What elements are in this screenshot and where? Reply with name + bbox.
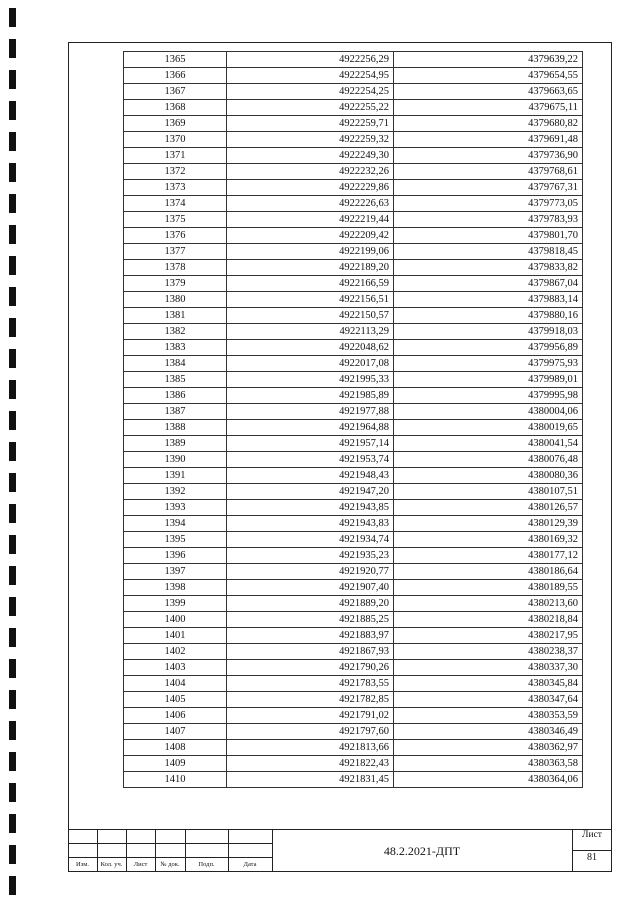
stamp-label-signature: Подп. — [198, 861, 215, 868]
x-coordinate: 4921934,74 — [227, 532, 394, 548]
point-number: 1381 — [124, 308, 227, 324]
table-row — [124, 388, 583, 404]
point-number: 1389 — [124, 436, 227, 452]
binder-mark — [9, 70, 16, 89]
binder-mark — [9, 8, 16, 27]
table-row — [124, 340, 583, 356]
x-coordinate: 4921867,93 — [227, 644, 394, 660]
y-coordinate: 4380346,49 — [394, 724, 583, 740]
stamp-label-izm: Изм. — [76, 861, 89, 868]
x-coordinate: 4921953,74 — [227, 452, 394, 468]
y-coordinate: 4380347,64 — [394, 692, 583, 708]
y-coordinate: 4380169,32 — [394, 532, 583, 548]
table-row — [124, 644, 583, 660]
y-coordinate: 4380353,59 — [394, 708, 583, 724]
x-coordinate: 4922150,57 — [227, 308, 394, 324]
table-row — [124, 356, 583, 372]
binder-mark — [9, 876, 16, 895]
table-row — [124, 724, 583, 740]
y-coordinate: 4380076,48 — [394, 452, 583, 468]
point-number: 1407 — [124, 724, 227, 740]
y-coordinate: 4379818,45 — [394, 244, 583, 260]
y-coordinate: 4380189,55 — [394, 580, 583, 596]
point-number: 1399 — [124, 596, 227, 612]
binder-mark — [9, 194, 16, 213]
y-coordinate: 4380218,84 — [394, 612, 583, 628]
binder-mark — [9, 659, 16, 678]
table-row — [124, 260, 583, 276]
point-number: 1405 — [124, 692, 227, 708]
table-row — [124, 404, 583, 420]
x-coordinate: 4921791,02 — [227, 708, 394, 724]
table-row — [124, 324, 583, 340]
x-coordinate: 4921985,89 — [227, 388, 394, 404]
y-coordinate: 4380186,64 — [394, 564, 583, 580]
stamp-label-doc-no: № док. — [160, 861, 180, 868]
x-coordinate: 4922229,86 — [227, 180, 394, 196]
binder-mark — [9, 783, 16, 802]
point-number: 1369 — [124, 116, 227, 132]
binder-mark — [9, 101, 16, 120]
y-coordinate: 4379975,93 — [394, 356, 583, 372]
table-row — [124, 276, 583, 292]
point-number: 1409 — [124, 756, 227, 772]
x-coordinate: 4921935,23 — [227, 548, 394, 564]
binder-mark — [9, 442, 16, 461]
binder-mark — [9, 349, 16, 368]
point-number: 1390 — [124, 452, 227, 468]
table-row — [124, 228, 583, 244]
x-coordinate: 4922254,25 — [227, 84, 394, 100]
binder-mark — [9, 380, 16, 399]
point-number: 1378 — [124, 260, 227, 276]
document-code: 48.2.2021-ДПТ — [383, 844, 461, 858]
x-coordinate: 4922232,26 — [227, 164, 394, 180]
point-number: 1377 — [124, 244, 227, 260]
x-coordinate: 4922209,42 — [227, 228, 394, 244]
table-row — [124, 68, 583, 84]
x-coordinate: 4922259,32 — [227, 132, 394, 148]
x-coordinate: 4922189,20 — [227, 260, 394, 276]
table-row — [124, 740, 583, 756]
point-number: 1375 — [124, 212, 227, 228]
binder-mark — [9, 132, 16, 151]
table-row — [124, 660, 583, 676]
x-coordinate: 4922017,08 — [227, 356, 394, 372]
point-number: 1404 — [124, 676, 227, 692]
table-row — [124, 164, 583, 180]
y-coordinate: 4380080,36 — [394, 468, 583, 484]
x-coordinate: 4922254,95 — [227, 68, 394, 84]
table-row — [124, 84, 583, 100]
table-row — [124, 132, 583, 148]
x-coordinate: 4921783,55 — [227, 676, 394, 692]
x-coordinate: 4922255,22 — [227, 100, 394, 116]
table-row — [124, 180, 583, 196]
binder-mark — [9, 597, 16, 616]
table-row — [124, 756, 583, 772]
x-coordinate: 4921782,85 — [227, 692, 394, 708]
x-coordinate: 4921790,26 — [227, 660, 394, 676]
y-coordinate: 4379989,01 — [394, 372, 583, 388]
point-number: 1374 — [124, 196, 227, 212]
x-coordinate: 4922226,63 — [227, 196, 394, 212]
x-coordinate: 4921797,60 — [227, 724, 394, 740]
stamp-label-kol-uch: Кол. уч. — [100, 861, 123, 868]
sheet-label: Лист — [582, 830, 602, 840]
y-coordinate: 4380126,57 — [394, 500, 583, 516]
point-number: 1398 — [124, 580, 227, 596]
x-coordinate: 4921885,25 — [227, 612, 394, 628]
table-row — [124, 148, 583, 164]
point-number: 1393 — [124, 500, 227, 516]
y-coordinate: 4379654,55 — [394, 68, 583, 84]
table-row — [124, 484, 583, 500]
x-coordinate: 4921948,43 — [227, 468, 394, 484]
y-coordinate: 4379736,90 — [394, 148, 583, 164]
y-coordinate: 4379995,98 — [394, 388, 583, 404]
x-coordinate: 4921822,43 — [227, 756, 394, 772]
y-coordinate: 4379801,70 — [394, 228, 583, 244]
table-row — [124, 292, 583, 308]
table-row — [124, 612, 583, 628]
point-number: 1376 — [124, 228, 227, 244]
y-coordinate: 4379880,16 — [394, 308, 583, 324]
point-number: 1385 — [124, 372, 227, 388]
point-number: 1392 — [124, 484, 227, 500]
table-row — [124, 372, 583, 388]
point-number: 1401 — [124, 628, 227, 644]
y-coordinate: 4380362,97 — [394, 740, 583, 756]
y-coordinate: 4379833,82 — [394, 260, 583, 276]
table-row — [124, 628, 583, 644]
point-number: 1403 — [124, 660, 227, 676]
binder-mark — [9, 411, 16, 430]
y-coordinate: 4380177,12 — [394, 548, 583, 564]
x-coordinate: 4922048,62 — [227, 340, 394, 356]
x-coordinate: 4922199,06 — [227, 244, 394, 260]
x-coordinate: 4922249,30 — [227, 148, 394, 164]
x-coordinate: 4921883,97 — [227, 628, 394, 644]
point-number: 1397 — [124, 564, 227, 580]
y-coordinate: 4380107,51 — [394, 484, 583, 500]
point-number: 1386 — [124, 388, 227, 404]
x-coordinate: 4921947,20 — [227, 484, 394, 500]
point-number: 1410 — [124, 772, 227, 788]
x-coordinate: 4921943,85 — [227, 500, 394, 516]
table-row — [124, 516, 583, 532]
table-row — [124, 436, 583, 452]
y-coordinate: 4380345,84 — [394, 676, 583, 692]
x-coordinate: 4921813,66 — [227, 740, 394, 756]
x-coordinate: 4921907,40 — [227, 580, 394, 596]
binder-mark — [9, 752, 16, 771]
y-coordinate: 4380004,06 — [394, 404, 583, 420]
binder-mark — [9, 39, 16, 58]
point-number: 1400 — [124, 612, 227, 628]
point-number: 1366 — [124, 68, 227, 84]
binder-mark — [9, 628, 16, 647]
binder-mark — [9, 721, 16, 740]
y-coordinate: 4379675,11 — [394, 100, 583, 116]
point-number: 1384 — [124, 356, 227, 372]
point-number: 1391 — [124, 468, 227, 484]
binder-mark — [9, 504, 16, 523]
y-coordinate: 4380129,39 — [394, 516, 583, 532]
coordinates-table — [123, 51, 583, 788]
table-row — [124, 564, 583, 580]
binder-mark — [9, 163, 16, 182]
table-row — [124, 596, 583, 612]
table-row — [124, 196, 583, 212]
point-number: 1379 — [124, 276, 227, 292]
table-row — [124, 548, 583, 564]
y-coordinate: 4379767,31 — [394, 180, 583, 196]
point-number: 1382 — [124, 324, 227, 340]
point-number: 1394 — [124, 516, 227, 532]
point-number: 1408 — [124, 740, 227, 756]
x-coordinate: 4921995,33 — [227, 372, 394, 388]
table-row — [124, 420, 583, 436]
table-row — [124, 676, 583, 692]
table-row — [124, 308, 583, 324]
y-coordinate: 4380364,06 — [394, 772, 583, 788]
table-row — [124, 212, 583, 228]
table-row — [124, 532, 583, 548]
x-coordinate: 4922219,44 — [227, 212, 394, 228]
table-row — [124, 580, 583, 596]
point-number: 1395 — [124, 532, 227, 548]
x-coordinate: 4922113,29 — [227, 324, 394, 340]
point-number: 1402 — [124, 644, 227, 660]
binder-mark — [9, 814, 16, 833]
x-coordinate: 4921957,14 — [227, 436, 394, 452]
point-number: 1383 — [124, 340, 227, 356]
y-coordinate: 4379918,03 — [394, 324, 583, 340]
point-number: 1368 — [124, 100, 227, 116]
table-row — [124, 708, 583, 724]
y-coordinate: 4379956,89 — [394, 340, 583, 356]
table-row — [124, 452, 583, 468]
x-coordinate: 4921977,88 — [227, 404, 394, 420]
y-coordinate: 4380363,58 — [394, 756, 583, 772]
x-coordinate: 4921831,45 — [227, 772, 394, 788]
y-coordinate: 4379691,48 — [394, 132, 583, 148]
binder-mark — [9, 473, 16, 492]
x-coordinate: 4922256,29 — [227, 52, 394, 68]
binder-mark — [9, 690, 16, 709]
y-coordinate: 4380217,95 — [394, 628, 583, 644]
x-coordinate: 4921964,88 — [227, 420, 394, 436]
point-number: 1370 — [124, 132, 227, 148]
y-coordinate: 4380019,65 — [394, 420, 583, 436]
table-row — [124, 772, 583, 788]
stamp-label-list: Лист — [133, 861, 148, 868]
y-coordinate: 4380337,30 — [394, 660, 583, 676]
point-number: 1380 — [124, 292, 227, 308]
point-number: 1371 — [124, 148, 227, 164]
table-row — [124, 468, 583, 484]
y-coordinate: 4379883,14 — [394, 292, 583, 308]
binder-mark — [9, 566, 16, 585]
point-number: 1372 — [124, 164, 227, 180]
binder-mark — [9, 845, 16, 864]
y-coordinate: 4379663,65 — [394, 84, 583, 100]
binder-mark — [9, 287, 16, 306]
x-coordinate: 4922156,51 — [227, 292, 394, 308]
x-coordinate: 4921889,20 — [227, 596, 394, 612]
x-coordinate: 4921920,77 — [227, 564, 394, 580]
y-coordinate: 4380213,60 — [394, 596, 583, 612]
point-number: 1367 — [124, 84, 227, 100]
y-coordinate: 4380238,37 — [394, 644, 583, 660]
table-row — [124, 244, 583, 260]
x-coordinate: 4921943,83 — [227, 516, 394, 532]
point-number: 1365 — [124, 52, 227, 68]
table-row — [124, 500, 583, 516]
y-coordinate: 4379867,04 — [394, 276, 583, 292]
y-coordinate: 4379773,05 — [394, 196, 583, 212]
y-coordinate: 4379783,93 — [394, 212, 583, 228]
point-number: 1387 — [124, 404, 227, 420]
y-coordinate: 4379639,22 — [394, 52, 583, 68]
table-row — [124, 116, 583, 132]
point-number: 1396 — [124, 548, 227, 564]
x-coordinate: 4922166,59 — [227, 276, 394, 292]
binder-mark — [9, 318, 16, 337]
table-row — [124, 692, 583, 708]
table-row — [124, 52, 583, 68]
y-coordinate: 4379768,61 — [394, 164, 583, 180]
stamp-label-date: Дата — [243, 861, 257, 868]
binder-mark — [9, 225, 16, 244]
table-row — [124, 100, 583, 116]
sheet-number: 81 — [587, 852, 597, 863]
point-number: 1373 — [124, 180, 227, 196]
point-number: 1388 — [124, 420, 227, 436]
y-coordinate: 4379680,82 — [394, 116, 583, 132]
point-number: 1406 — [124, 708, 227, 724]
binder-mark — [9, 535, 16, 554]
x-coordinate: 4922259,71 — [227, 116, 394, 132]
binder-mark — [9, 256, 16, 275]
y-coordinate: 4380041,54 — [394, 436, 583, 452]
